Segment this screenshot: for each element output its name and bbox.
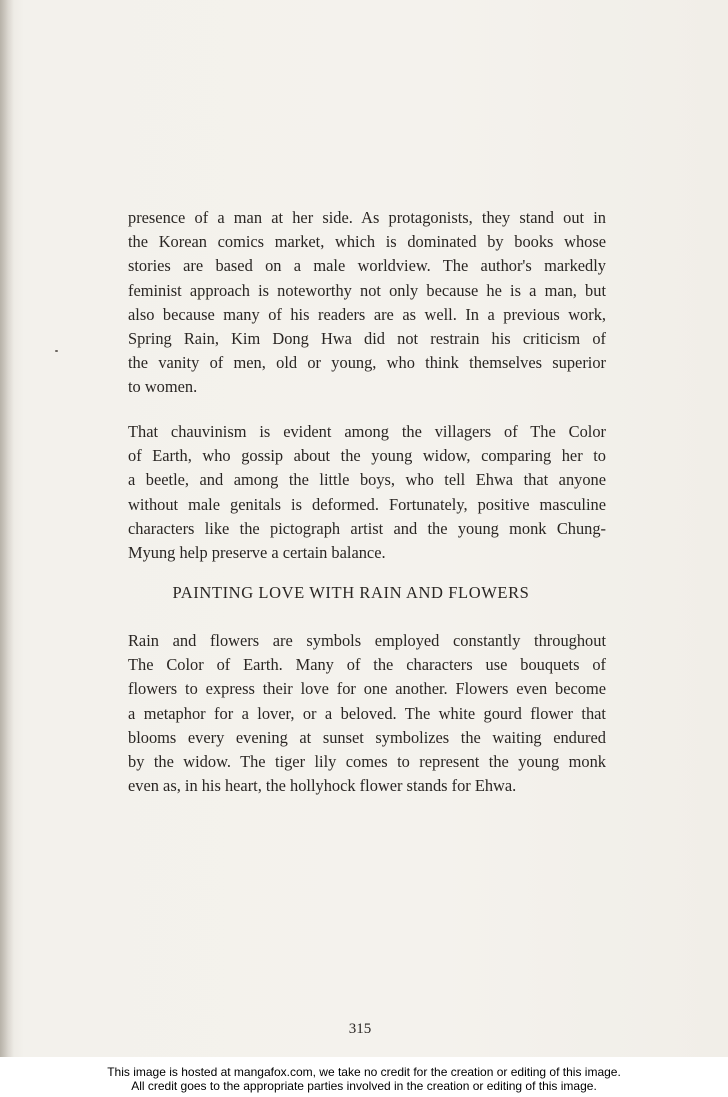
paragraph-1 bbox=[128, 206, 606, 400]
text-line: a beetle, and among the little boys, who tell Ehwa that anyone bbox=[128, 470, 606, 490]
text-line: blooms every evening at sunset symbolizes the waiting endured bbox=[128, 727, 606, 747]
text-line: Rain and flowers are symbols employed constantly throughout bbox=[128, 631, 606, 650]
text-line: even as, in his heart, the hollyhock flower stands for Ehwa. bbox=[128, 776, 517, 796]
section-heading: PAINTING LOVE WITH RAIN AND FLOWERS bbox=[172, 583, 530, 602]
text-line: The Color of Earth. Many of the characters use bouquets of bbox=[128, 655, 606, 675]
text-line: to women. bbox=[128, 377, 198, 397]
text-line: Spring Rain, Kim Dong Hwa did not restrain his criticism of bbox=[128, 329, 606, 349]
paragraph-3 bbox=[128, 629, 606, 798]
text-line: Myung help preserve a certain balance. bbox=[128, 543, 386, 563]
text-line: also because many of his readers are as well. In a previous work, bbox=[128, 304, 606, 324]
paper-speck bbox=[55, 350, 58, 352]
text-line: a metaphor for a lover, or a beloved. The white gourd flower that bbox=[128, 703, 606, 723]
text-line: That chauvinism is evident among the villagers of The Color bbox=[128, 422, 606, 441]
text-line: without male genitals is deformed. Fortunately, positive masculine bbox=[128, 494, 606, 514]
text-line: feminist approach is noteworthy not only because he is a man, but bbox=[128, 280, 606, 300]
binding-gutter-shadow bbox=[0, 0, 14, 1057]
text-line: characters like the pictograph artist and the young monk Chung- bbox=[128, 518, 606, 538]
text-line: presence of a man at her side. As protagonists, they stand out in bbox=[128, 208, 606, 227]
hosting-credit-line-1: This image is hosted at mangafox.com, we take no credit for the creation or editing of this image. bbox=[107, 1065, 621, 1079]
paragraph-2 bbox=[128, 420, 606, 565]
text-line: stories are based on a male worldview. The author's markedly bbox=[128, 256, 606, 276]
text-line: by the widow. The tiger lily comes to represent the young monk bbox=[128, 752, 606, 772]
page-number: 315 bbox=[348, 1021, 372, 1037]
text-line: the vanity of men, old or young, who think themselves superior bbox=[128, 353, 606, 373]
text-line: flowers to express their love for one another. Flowers even become bbox=[128, 679, 606, 699]
hosting-credit-line-2: All credit goes to the appropriate parties involved in the creation or editing of this image. bbox=[131, 1079, 597, 1093]
text-line: the Korean comics market, which is dominated by books whose bbox=[128, 232, 606, 252]
text-line: of Earth, who gossip about the young widow, comparing her to bbox=[128, 446, 606, 466]
